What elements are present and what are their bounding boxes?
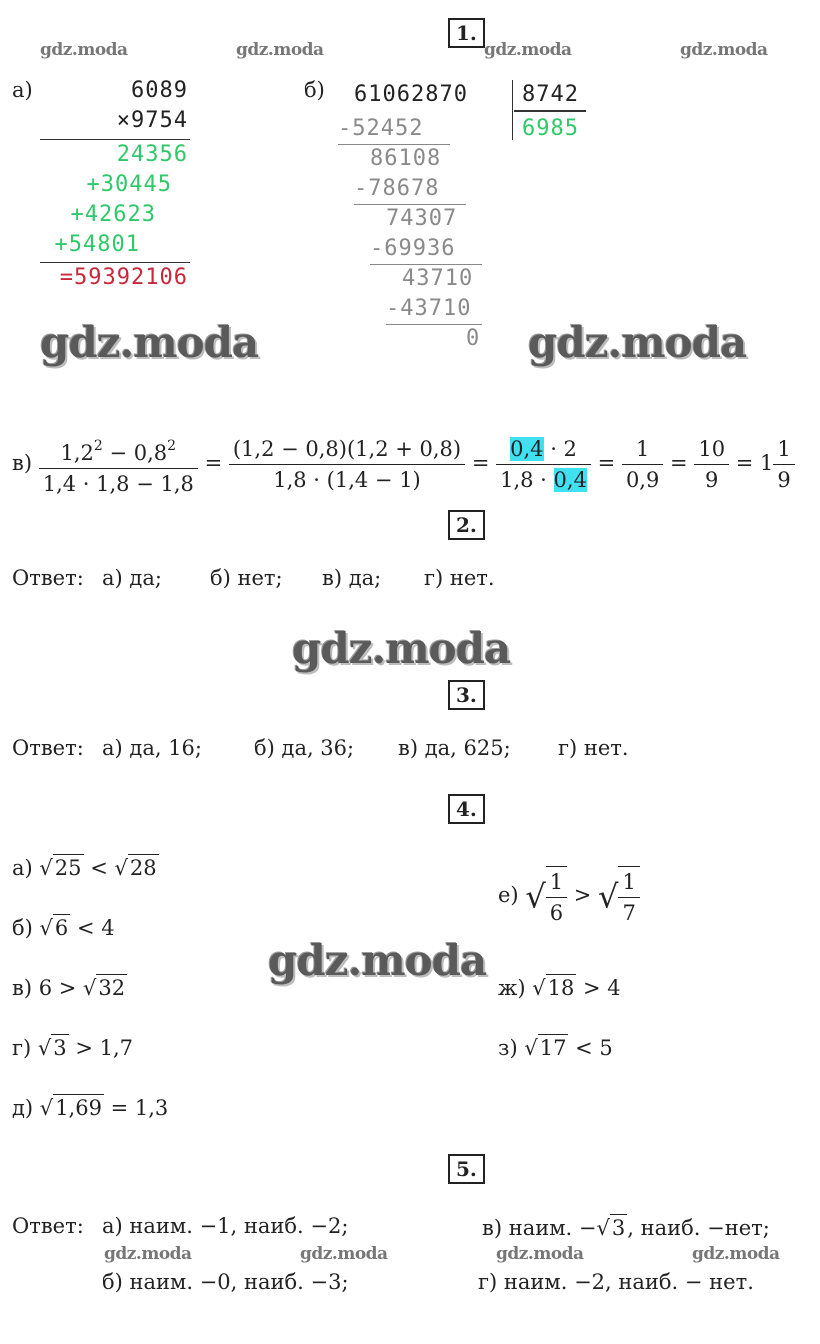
mixed-whole: 1 [760,451,774,475]
section-number-1: 1. [448,18,485,48]
answer-item: г) нет. [558,736,629,760]
num-part: − [102,440,134,465]
section-number-5: 5. [448,1154,485,1184]
num-part: 0,8 [133,440,168,465]
fraction [694,434,729,495]
division-step: -69936 [370,236,456,261]
highlighted-factor: 0,4 [510,437,544,461]
fraction [618,866,639,928]
equals-sign: = [735,451,754,475]
partial-product: +54801 [54,232,140,257]
product-result: =59392106 [59,265,188,290]
watermark: gdz.moda [680,40,768,60]
operator: > [573,883,599,907]
multiplier: ×9754 [116,108,188,133]
inequality-g: ж) √18 > 4 [498,976,621,1000]
inequality-c: в) 6 > √32 [12,976,126,1000]
divider-line [370,264,482,265]
fraction [546,866,567,928]
division-step: 43710 [402,266,474,291]
highlighted-factor: 0,4 [553,468,587,492]
numerator: 10 [694,434,729,465]
radicand: 28 [129,856,157,880]
multiplicand: 6089 [131,78,188,103]
division-step: 86108 [370,146,442,171]
answer-label: Ответ: [12,566,84,590]
answer-part: , наиб. −нет; [627,1216,770,1240]
num-part: 1,2 [60,440,94,465]
answer-item: б) нет; [210,566,283,590]
equals-sign: = [204,451,223,475]
numerator: 1 [622,434,663,465]
division-step: -78678 [354,176,440,201]
dividend: 61062870 [354,82,468,107]
answer-item: б) да, 36; [254,736,355,760]
numerator: 1 [546,867,567,898]
item-label: в) [12,976,33,1000]
answer-item: а) да, 16; [102,736,202,760]
equals-sign: = [597,451,616,475]
denominator: 9 [705,468,719,492]
watermark: gdz.moda [236,40,324,60]
inequality-rest: = 1,3 [103,1096,169,1120]
numerator: 1 [618,867,639,898]
inequality-h: з) √17 < 5 [498,1036,613,1060]
item-label: б) [12,916,33,940]
numerator: (1,2 − 0,8)(1,2 + 0,8) [229,434,465,465]
radicand: 25 [54,856,82,880]
inequality-rest: > 1,7 [68,1036,133,1060]
answer-item: а) наим. −1, наиб. −2; [102,1214,349,1238]
fraction [229,434,465,495]
answer-item: в) да, 625; [398,736,511,760]
answer-label: Ответ: [12,1214,84,1238]
label-1b: б) [304,78,325,102]
denominator: 7 [622,900,636,925]
radicand: 1,69 [55,1096,102,1120]
item-label: ж) [498,976,526,1000]
denominator: 0,9 [625,468,660,492]
answer-item: г) наим. −2, наиб. − нет. [478,1270,754,1294]
division-step: -43710 [386,296,472,321]
watermark: gdz.moda [292,624,511,673]
radicand: 3 [611,1216,626,1240]
label-1c: в) [12,451,33,475]
watermark: gdz.moda [104,1244,192,1264]
answer-part: в) наим. − [482,1216,597,1240]
denominator: 1,8 · (1,4 − 1) [273,468,421,492]
fraction [622,434,663,495]
radicand: 32 [98,976,126,1000]
watermark: gdz.moda [300,1244,388,1264]
watermark: gdz.moda [484,40,572,60]
watermark: gdz.moda [40,318,259,367]
fraction [39,431,198,499]
partial-product: +42623 [70,202,156,227]
denominator: 9 [777,468,791,492]
divider-line [338,144,450,145]
division-step: -52452 [338,116,424,141]
label-1a: а) [12,78,33,102]
watermark: gdz.moda [268,936,487,985]
radicand: 3 [53,1036,67,1060]
answer-item: б) наим. −0, наиб. −3; [102,1270,349,1294]
division-step: 74307 [386,206,458,231]
den-part: 1,8 · [500,468,554,492]
watermark: gdz.moda [692,1244,780,1264]
inequality-rest: < 4 [70,916,115,940]
division-bar [512,80,513,140]
divider-line [40,262,190,263]
fraction [496,434,591,495]
answer-label: Ответ: [12,736,84,760]
equals-sign: = [670,451,688,475]
radicand: 17 [539,1036,567,1060]
division-step: 0 [466,326,481,351]
quotient: 6985 [522,116,579,141]
watermark: gdz.moda [40,40,128,60]
answer-item: а) да; [102,566,162,590]
item-label: з) [498,1036,518,1060]
expression-1c [12,416,795,510]
item-label: е) [498,883,519,907]
num-part: · 2 [543,437,577,461]
equals-sign: = [471,451,490,475]
section-number-2: 2. [448,510,485,540]
radicand: 6 [54,916,69,940]
divider-line [386,324,482,325]
fraction [773,434,794,495]
watermark: gdz.moda [528,318,747,367]
answer-item: в) да; [322,566,382,590]
inequality-rest: > 4 [576,976,621,1000]
section-number-4: 4. [448,794,485,824]
inequality-f: е) √ $\frac{1}{6}$ > √ $\frac{1}{7}$ [498,850,640,942]
inequality-a: а) √25 < √28 [12,856,157,880]
exponent: 2 [93,437,103,454]
exponent: 2 [167,437,177,454]
item-label: г) [12,1036,32,1060]
inequality-d: г) √3 > 1,7 [12,1036,133,1060]
denominator: 1,4 · 1,8 − 1,8 [42,471,194,496]
radicand: 18 [547,976,575,1000]
divisor-underline [514,110,586,112]
item-label: а) [12,856,33,880]
divisor: 8742 [522,82,579,107]
operator: < [83,856,115,880]
inequality-b: б) √6 < 4 [12,916,115,940]
watermark: gdz.moda [496,1244,584,1264]
divider-line [354,204,466,205]
section-number-3: 3. [448,680,485,710]
denominator: 6 [549,900,564,925]
numerator: 1 [773,434,794,465]
item-label: д) [12,1096,34,1120]
answer-item-c: в) наим. −√3, наиб. −нет; [482,1216,770,1240]
inequality-rest: < 5 [568,1036,613,1060]
divider-line [40,139,190,140]
answer-item: г) нет. [424,566,495,590]
partial-product: 24356 [116,142,188,167]
inequality-e: д) √1,69 = 1,3 [12,1096,169,1120]
inequality-pre: 6 > [38,976,84,1000]
partial-product: +30445 [86,172,172,197]
